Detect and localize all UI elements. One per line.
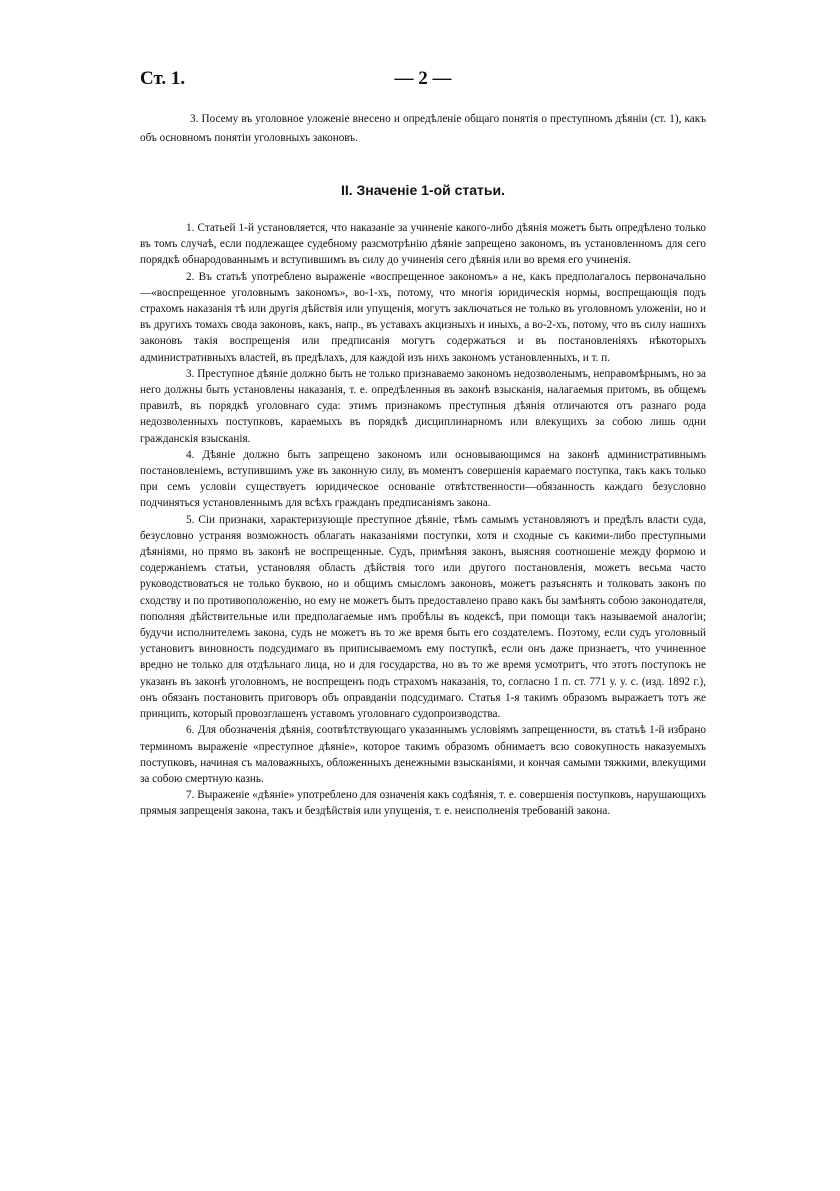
paragraph-5: 5. Сіи признаки, характеризующіе преступное дѣяніе, тѣмъ самымъ установляютъ и предѣлъ власти суда, безусловно устраняя возможность облагать наказаніями поступки, хотя и сходные съ какими-либо преступными дѣяніями, но прямо въ законѣ не воспрещенные. Судъ, примѣняя законъ, выясняя соотношеніе между формою и содержаніемъ статьи, установляя область дѣйствія того или другого постановленія, можетъ весьма часто руководствоваться не только буквою, но и общимъ смысломъ законовъ, можетъ разъяснять и толковать законъ по сходству и по противоположенію, но ему не можетъ быть предоставлено право какъ бы замѣнять собою законодателя, пополняя дѣйствительные или предполагаемые имъ пробѣлы въ кодексѣ, при помощи такъ называемой аналогіи; будучи исполнителемъ закона, судъ не можетъ въ то же время быть его создателемъ. Поэтому, если судъ уголовный установитъ виновность подсудимаго въ приписываемомъ ему поступкѣ, если онъ даже признаетъ, что учиненное вредно не только для отдѣльнаго лица, но и для государства, но въ то же время усмотритъ, что этотъ поступокъ не указанъ въ законѣ уголовномъ, не воспрещенъ подъ страхомъ наказанія, то, согласно 1 п. ст. 771 у. у. с. (изд. 1892 г.), онъ обязанъ постановить приговоръ объ оправданіи подсудимаго. Статья 1-я такимъ образомъ выражаетъ тотъ же принципъ, который провозглашенъ уставомъ уголовнаго судопроизводства. [140,513,706,721]
intro-paragraph: 3. Посему въ уголовное уложеніе внесено и опредѣленіе общаго понятія о преступномъ дѣяніи (ст. 1), какъ объ основномъ понятіи уголовныхъ законовъ. [140,113,706,144]
paragraph-2: 2. Въ статьѣ употреблено выраженіе «воспрещенное закономъ» а не, какъ предполагалось первоначально—«воспрещенное уголовнымъ закономъ», во-1-хъ, потому, что многія юридическія нормы, воспрещающія подъ страхомъ наказанія тѣ или другія дѣйствія или упущенія, могутъ заключаться не только въ уголовномъ уложеніи, но и въ другихъ томахъ свода законовъ, какъ, напр., въ уставахъ акцизныхъ и иныхъ, а во-2-хъ, потому, что въ силу нашихъ законовъ такія воспрещенія или предписанія могутъ содержаться и въ постановленіяхъ нѣкоторыхъ административныхъ властей, въ предѣлахъ, для каждой изъ нихъ закономъ установленныхъ, и т. п. [140,270,706,364]
page-header [140,68,706,92]
page-number: — 2 — [394,68,452,89]
section-body [140,220,706,820]
paragraph-6: 6. Для обозначенія дѣянія, соотвѣтствующаго указаннымъ условіямъ запрещенности, въ статьѣ 1-й избрано терминомъ выраженіе «преступное дѣяніе», которое такимъ образомъ обнимаетъ всю совокупность наказуемыхъ поступковъ, начиная съ маловажныхъ, обложенныхъ денежными взысканіями, и кончая самыми тяжкими, влекущими за собою смертную казнь. [140,724,706,785]
paragraph-1: 1. Статьей 1-й установляется, что наказаніе за учиненіе какого-либо дѣянія можетъ быть опредѣлено только въ томъ случаѣ, если подлежащее судебному разсмотрѣнію дѣяніе запрещено закономъ, въ установленномъ для сего порядкѣ обнародованнымъ и вступившимъ въ силу до учиненія сего дѣянія или во время его учиненія. [140,222,706,267]
paragraph-4: 4. Дѣяніе должно быть запрещено закономъ или основывающимся на законѣ административнымъ постановленіемъ, вступившимъ уже въ законную силу, въ моментъ совершенія караемаго поступка, такъ какъ только при семъ условіи существуетъ юридическое основаніе отвѣтственности—обязанность каждаго безусловно подчиняться установленнымъ для всѣхъ гражданъ предписаніямъ закона. [140,448,706,510]
paragraph-3: 3. Преступное дѣяніе должно быть не только признаваемо закономъ недозволенымъ, неправомѣрнымъ, но за него должны быть установлены наказанія, т. е. опредѣленныя въ законѣ взысканія, налагаемыя притомъ, въ общемъ правилѣ, въ порядкѣ уголовнаго суда: этимъ признакомъ преступныя дѣянія отличаются отъ разнаго рода недозволенныхъ поступковъ, караемыхъ въ порядкѣ дисциплинарномъ или влекущихъ за собою лишь одни гражданскія взысканія. [140,367,706,445]
section-title: II. Значеніе 1-ой статьи. [340,182,506,198]
article-reference: Ст. 1. [140,68,186,89]
paragraph-7: 7. Выраженіе «дѣяніе» употреблено для означенія какъ содѣянія, т. е. совершенія поступковъ, нарушающихъ прямыя запрещенія закона, такъ и бездѣйствія или упущенія, т. е. неисполненія требованій закона. [140,789,706,818]
